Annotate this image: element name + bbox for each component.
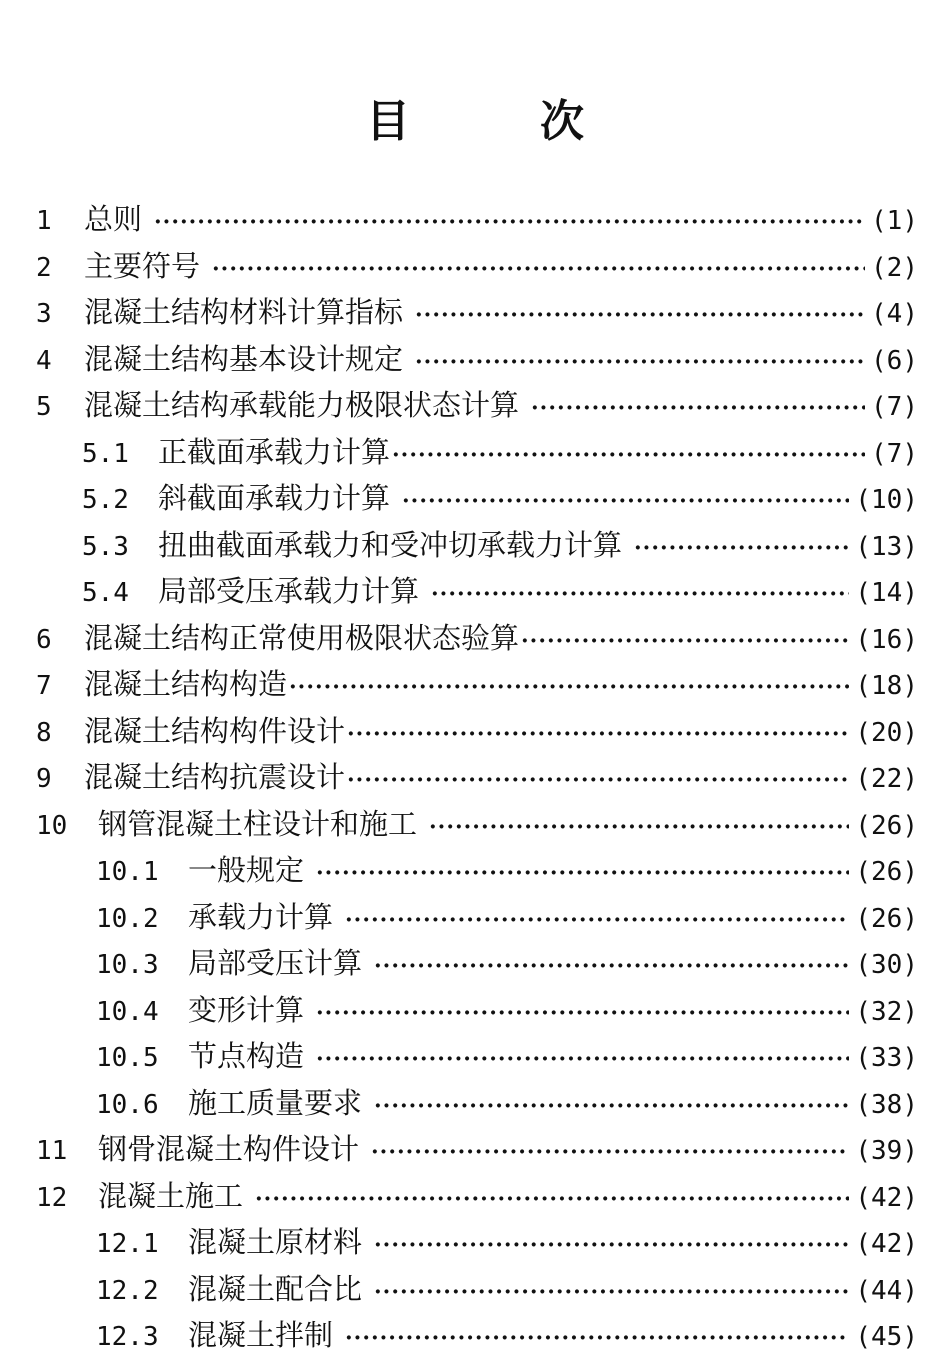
toc-page-number: (13) [855, 531, 918, 562]
toc-entry-1[interactable] [0, 196, 950, 243]
toc-leader [374, 943, 849, 991]
toc-number: 10.2 [96, 903, 159, 934]
toc-number: 7 [36, 671, 52, 701]
toc-label: 局部受压计算 [188, 946, 363, 980]
toc-number: 12 [36, 1182, 68, 1213]
toc-entry-10-3[interactable] [0, 940, 950, 987]
toc-number: 10.5 [96, 1043, 159, 1073]
toc-number: 12.2 [96, 1275, 159, 1306]
toc-page-number: (10) [855, 485, 918, 515]
toc-leader [431, 571, 849, 619]
toc-page-number: (45) [855, 1322, 918, 1352]
toc-label: 主要符号 [84, 248, 201, 283]
toc-number: 10 [36, 810, 68, 841]
toc-label: 钢骨混凝土构件设计 [98, 1132, 360, 1166]
title-char-2: 次 [540, 96, 584, 147]
toc-entry-11[interactable] [0, 1126, 950, 1173]
toc-number: 12.1 [96, 1229, 159, 1259]
toc-label: 变形计算 [188, 992, 305, 1027]
toc-leader [347, 757, 849, 805]
toc-number: 10.6 [96, 1089, 159, 1120]
toc-entry-7[interactable] [0, 661, 950, 708]
toc-leader [347, 711, 849, 759]
toc-leader [316, 850, 849, 898]
toc-number: 8 [36, 717, 52, 748]
toc-page-number: (26) [855, 903, 918, 934]
toc-page-number: (44) [855, 1275, 918, 1306]
toc-page-number: (30) [855, 950, 918, 980]
toc-leader [634, 525, 849, 573]
toc-number: 5.4 [82, 578, 129, 608]
toc-leader [374, 1083, 849, 1131]
toc-leader [374, 1269, 849, 1317]
toc-label: 混凝土拌制 [188, 1318, 334, 1352]
toc-label: 钢管混凝土柱设计和施工 [98, 806, 418, 841]
toc-page-number: (18) [855, 671, 918, 701]
toc-label: 斜截面承载力计算 [158, 481, 391, 515]
toc-entry-10-6[interactable] [0, 1080, 950, 1127]
table-of-contents [0, 196, 950, 1359]
toc-number: 4 [36, 345, 52, 376]
toc-entry-6[interactable] [0, 615, 950, 662]
toc-entry-10-5[interactable] [0, 1033, 950, 1080]
toc-leader [316, 990, 849, 1038]
toc-number: 1 [36, 206, 52, 236]
toc-entry-12[interactable] [0, 1173, 950, 1220]
toc-number: 5.1 [82, 438, 129, 469]
toc-page-number: (33) [855, 1043, 918, 1073]
toc-leader [415, 339, 865, 387]
title-char-1: 目 [366, 96, 410, 147]
toc-label: 混凝土施工 [98, 1178, 244, 1213]
toc-number: 11 [36, 1136, 68, 1166]
toc-number: 5 [36, 392, 52, 422]
toc-label: 总则 [84, 202, 143, 236]
toc-entry-12-3[interactable] [0, 1312, 950, 1359]
toc-entry-5-4[interactable] [0, 568, 950, 615]
toc-page-number: (6) [871, 345, 918, 376]
toc-leader [531, 385, 865, 433]
toc-label: 混凝土配合比 [188, 1271, 363, 1306]
toc-page-number: (14) [855, 578, 918, 608]
toc-page-number: (1) [871, 206, 918, 236]
toc-leader [316, 1036, 849, 1084]
toc-page-number: (2) [871, 252, 918, 283]
toc-label: 正截面承载力计算 [158, 434, 391, 469]
toc-page-number: (26) [855, 857, 918, 887]
toc-label: 局部受压承载力计算 [158, 574, 420, 608]
toc-entry-10-2[interactable] [0, 894, 950, 941]
toc-entry-9[interactable] [0, 754, 950, 801]
toc-entry-5-2[interactable] [0, 475, 950, 522]
toc-leader [212, 246, 865, 294]
toc-page-number: (39) [855, 1136, 918, 1166]
toc-leader [289, 664, 849, 712]
toc-entry-12-1[interactable] [0, 1219, 950, 1266]
toc-label: 混凝土结构正常使用极限状态验算 [84, 620, 520, 655]
toc-entry-5-3[interactable] [0, 522, 950, 569]
toc-number: 10.1 [96, 857, 159, 887]
toc-label: 节点构造 [188, 1039, 305, 1073]
toc-label: 一般规定 [188, 853, 305, 887]
toc-entry-5-1[interactable] [0, 429, 950, 476]
toc-number: 2 [36, 252, 52, 283]
toc-page-number: (20) [855, 717, 918, 748]
toc-label: 施工质量要求 [188, 1085, 363, 1120]
toc-entry-2[interactable] [0, 243, 950, 290]
toc-entry-3[interactable] [0, 289, 950, 336]
toc-page-number: (38) [855, 1089, 918, 1120]
toc-leader [402, 478, 849, 526]
toc-number: 5.2 [82, 485, 129, 515]
toc-entry-8[interactable] [0, 708, 950, 755]
toc-label: 扭曲截面承载力和受冲切承载力计算 [158, 527, 623, 562]
toc-page-number: (22) [855, 764, 918, 794]
toc-leader [521, 618, 849, 666]
toc-entry-10-1[interactable] [0, 847, 950, 894]
toc-label: 混凝土结构承载能力极限状态计算 [84, 388, 520, 422]
toc-page-number: (42) [855, 1229, 918, 1259]
toc-number: 9 [36, 764, 52, 794]
toc-number: 6 [36, 624, 52, 655]
toc-label: 混凝土结构构造 [84, 667, 288, 701]
toc-entry-4[interactable] [0, 336, 950, 383]
toc-page-number: (4) [871, 299, 918, 329]
toc-number: 12.3 [96, 1322, 159, 1352]
toc-label: 承载力计算 [188, 899, 334, 934]
toc-leader [374, 1222, 849, 1270]
toc-leader [255, 1176, 849, 1224]
toc-leader [154, 199, 865, 247]
toc-entry-10-4[interactable] [0, 987, 950, 1034]
toc-number: 10.4 [96, 996, 159, 1027]
toc-page-number: (32) [855, 996, 918, 1027]
toc-page-number: (16) [855, 624, 918, 655]
toc-label: 混凝土原材料 [188, 1225, 363, 1259]
toc-number: 3 [36, 299, 52, 329]
toc-number: 5.3 [82, 531, 129, 562]
toc-page-number: (7) [871, 438, 918, 469]
toc-label: 混凝土结构基本设计规定 [84, 341, 404, 376]
toc-page-number: (26) [855, 810, 918, 841]
toc-page-number: (42) [855, 1182, 918, 1213]
toc-label: 混凝土结构抗震设计 [84, 760, 346, 794]
toc-page-number: (7) [871, 392, 918, 422]
page-title [0, 92, 950, 152]
toc-leader [345, 897, 849, 945]
toc-label: 混凝土结构材料计算指标 [84, 295, 404, 329]
toc-leader [392, 432, 865, 480]
toc-number: 10.3 [96, 950, 159, 980]
toc-leader [371, 1129, 849, 1177]
toc-leader [415, 292, 865, 340]
toc-entry-5[interactable] [0, 382, 950, 429]
toc-entry-10[interactable] [0, 801, 950, 848]
toc-leader [345, 1315, 849, 1363]
toc-label: 混凝土结构构件设计 [84, 713, 346, 748]
toc-entry-12-2[interactable] [0, 1266, 950, 1313]
toc-leader [429, 804, 849, 852]
